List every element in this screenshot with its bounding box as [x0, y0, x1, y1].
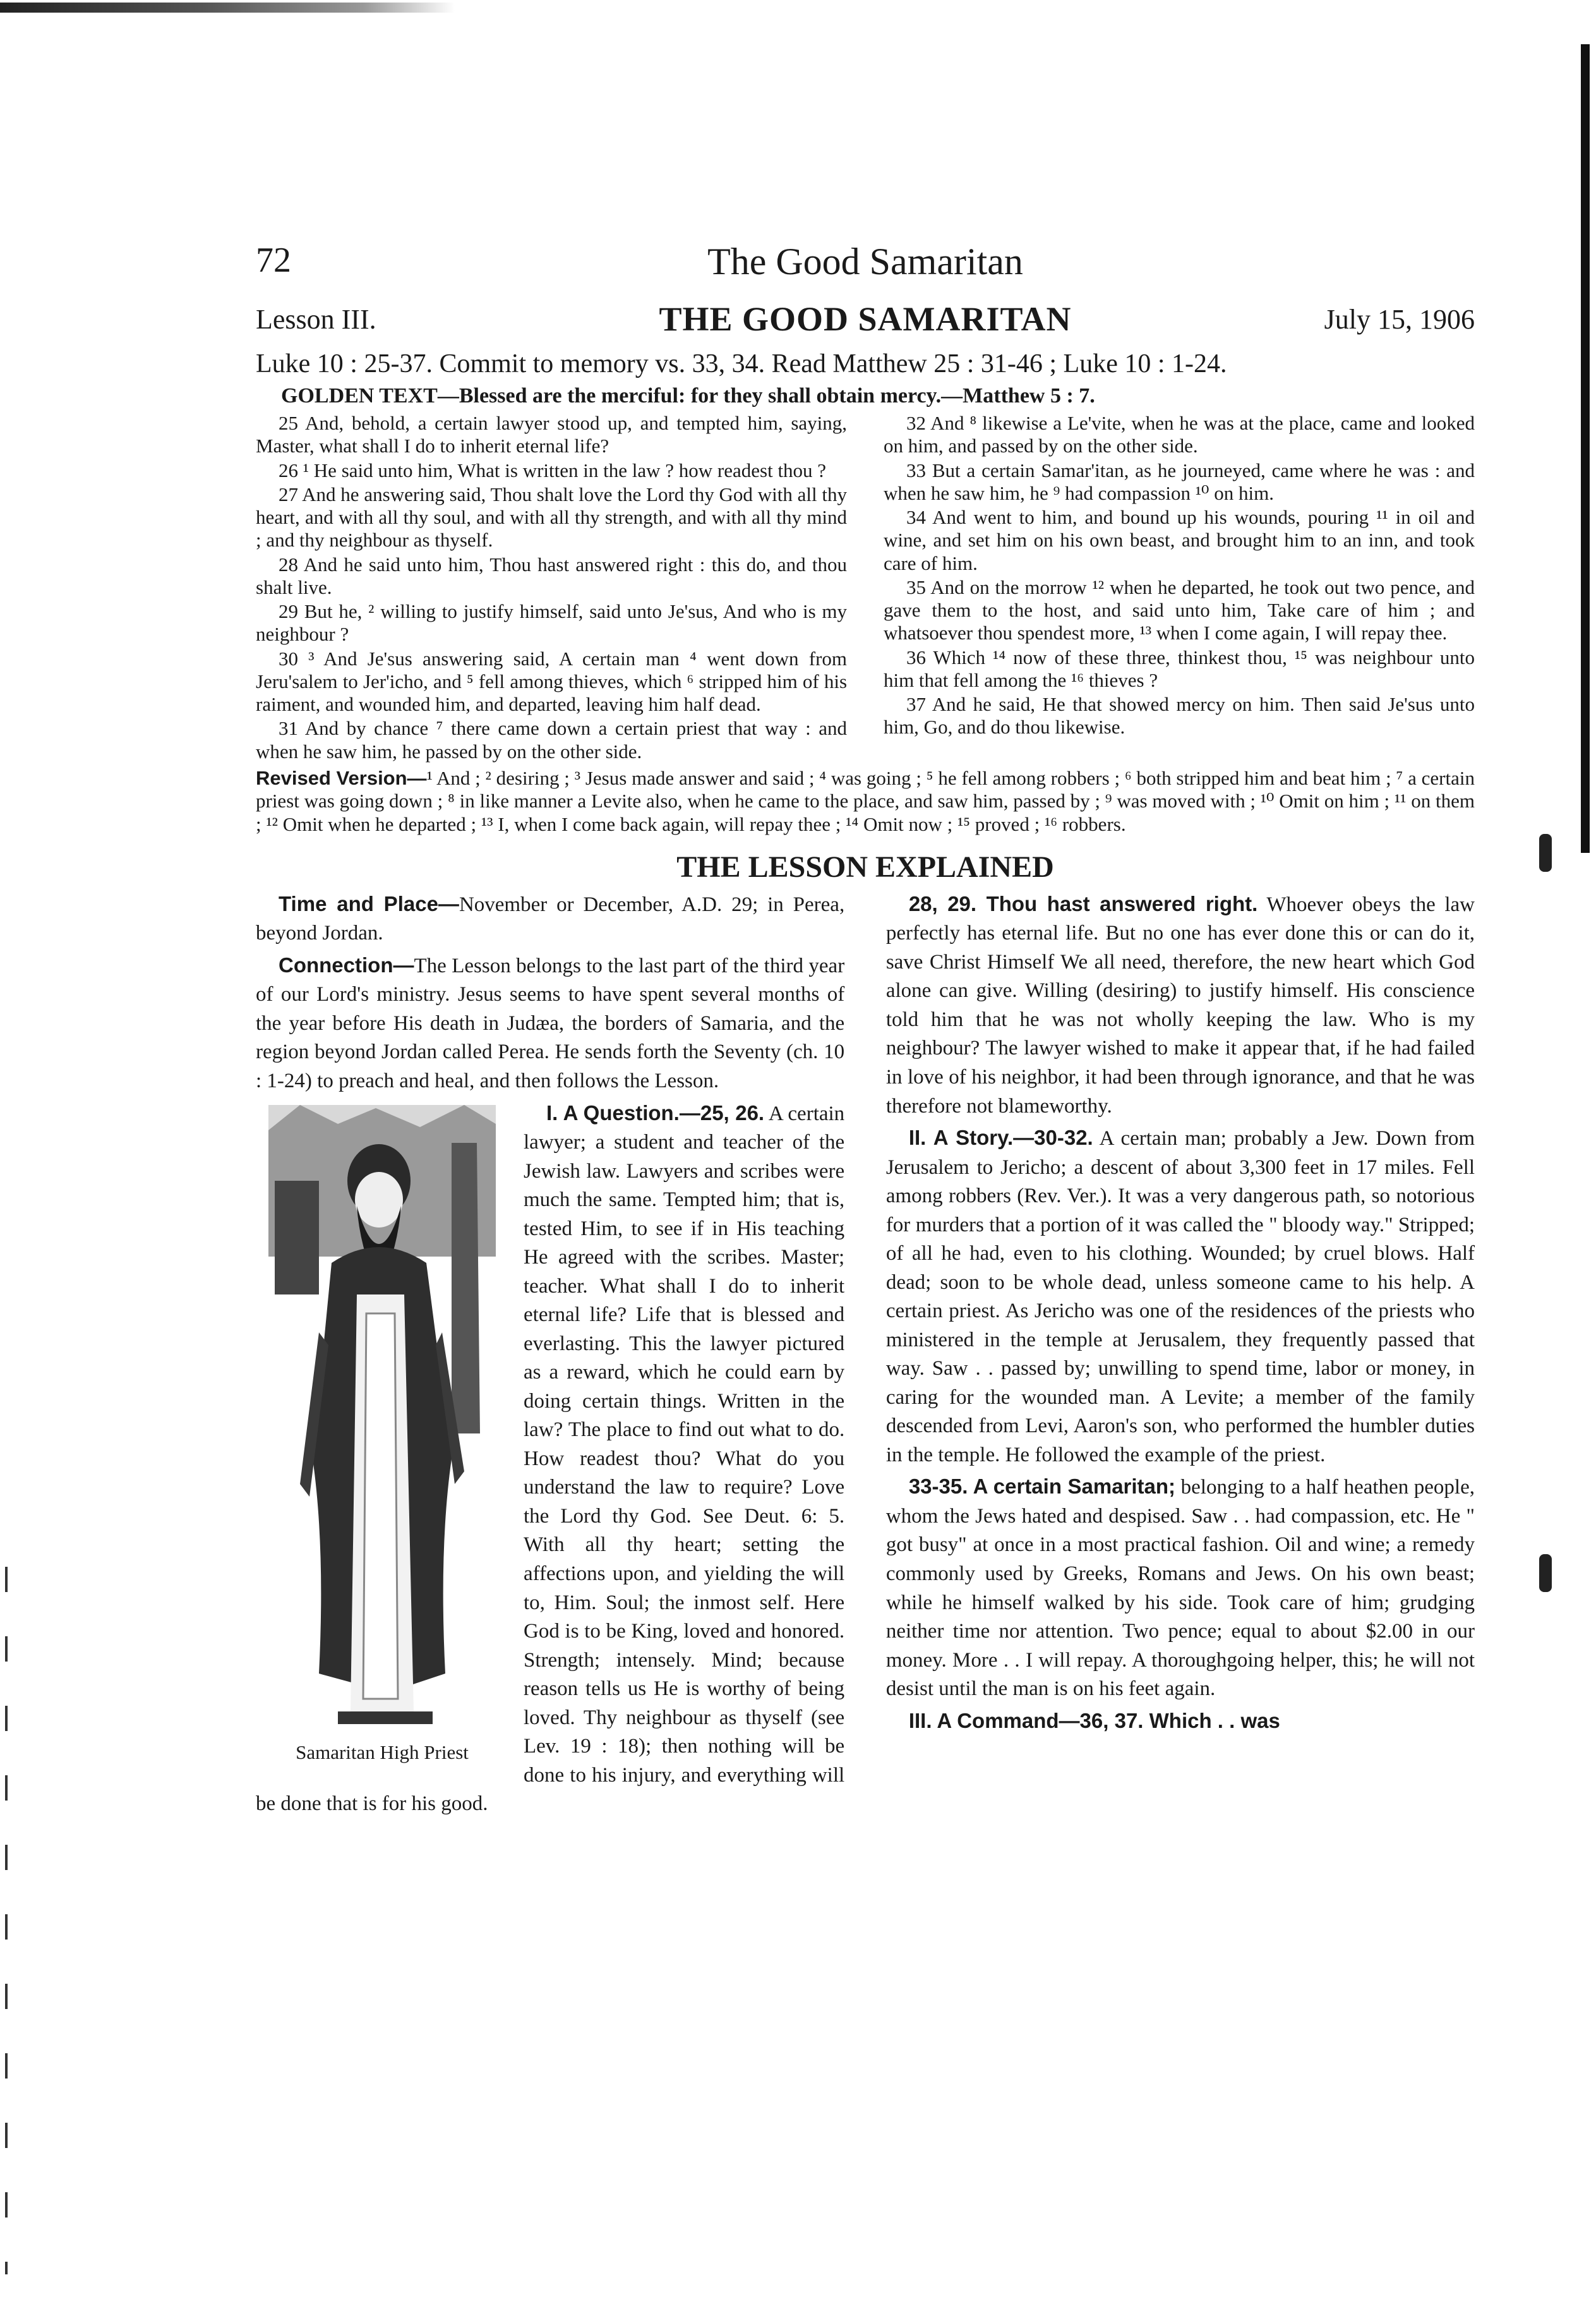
section-title: THE LESSON EXPLAINED: [676, 850, 1054, 884]
figure-caption: Samaritan High Priest: [296, 1741, 469, 1763]
running-head: [256, 234, 1475, 303]
verse: 32 And ⁸ likewise a Le'vite, when he was at the place, came and looked on him, and passed by on the other side.: [883, 412, 1475, 457]
explained-right-column: [886, 890, 1475, 1821]
lesson-date: July 15, 1906: [1324, 304, 1475, 335]
revised-version-label: Revised Version—: [256, 766, 427, 789]
paragraph-text: November or December, A.D. 29; in Perea, beyond Jordan.: [256, 893, 845, 945]
paragraph-lead: II. A Story.—30-32.: [908, 1126, 1093, 1150]
verses-left-column: [256, 412, 847, 764]
paragraph-text: A certain lawyer; a student and teacher of the Jewish law. Lawyers and scribes were much the same. Tempted him; that is, tested Him, to see if in His teaching He agreed with the scribes. Master; teacher. What shall I do to inherit eternal life? Life that is blessed and everlasting. This the lawyer pictured as a reward, which he could earn by doing certain things. Written in the law? The place to find out what to do. How readest thou? What do you understand the law to require? Love the Lord thy God. See Deut. 6: 5. With all thy heart; setting the affections upon, and yielding the will to, Him. Soul; the inmost self. Here God is to be King, loved and honored. Strength; intensely. Mind; because reason tells us He is worthy of being loved. Thy neighbour as thyself (see Lev. 19 : 18); then nothing will be done to his injury, and everything will be done that is for his good.: [256, 1102, 845, 1816]
verse: 36 Which ¹⁴ now of these three, thinkest thou, ¹⁵ was neighbour unto him that fell among the ¹⁶ thieves ?: [883, 646, 1475, 691]
paragraph: [886, 1706, 1475, 1737]
margin-ticks: [5, 1567, 8, 2274]
paragraph: [886, 1123, 1475, 1469]
paragraph-text: A certain man; probably a Jew. Down from Jerusalem to Jericho; a descent of about 3,300 feet in 17 miles. Fell among robbers (Rev. Ver.). It was a very dangerous path, so notorious for murders that a portion of it was called the " bloody way." Stripped; of all he had, even to his clothing. Wounded; by cruel blows. Half dead; soon to be whole dead, unless someone came to his help. A certain priest. As Jericho was one of the residences of the priests who ministered in the temple at Jerusalem, they frequently passed that way. Saw . . passed by; unwilling to spend time, labor or money, in caring for the wounded man. A Levite; a member of the family descended from Levi, Aaron's son, who performed the humbler duties in the temple. He followed the example of the priest.: [885, 1127, 1475, 1466]
illustration-figure: [256, 1105, 508, 1763]
paragraph-text: Whoever obeys the law perfectly has eternal life. But no one has ever done this or can do it, save Christ Himself We all need, therefore, the new heart which God alone can give. Willing (desiring) to justify himself. His conscience told him that he was not wholly keeping the law. Who is my neighbour? The lawyer wished to make it appear that, if he had failed in love of his neighbor, it had been through ignorance, and that he was therefore not blameworthy.: [885, 893, 1475, 1118]
verse: 37 And he said, He that showed mercy on him. Then said Je'sus unto him, Go, and do thou likewise.: [883, 693, 1475, 739]
scripture-verses: [256, 412, 1475, 764]
scan-artifact-bar: [0, 3, 455, 13]
paragraph-lead: Connection—: [279, 953, 414, 977]
verse: 33 But a certain Samar'itan, as he journeyed, came where he was : and when he saw him, he ⁹ had compassion ¹⁰ on him.: [883, 459, 1475, 504]
golden-text: GOLDEN TEXT—Blessed are the merciful: for they shall obtain mercy.—Matthew 5 : 7.: [281, 384, 1095, 407]
lesson-title: THE GOOD SAMARITAN: [659, 300, 1072, 338]
verse: 31 And by chance ⁷ there came down a certain priest that way : and when he saw him, he passed by on the other side.: [256, 717, 848, 763]
verse: 30 ³ And Je'sus answering said, A certain man ⁴ went down from Jeru'salem to Jer'icho, and ⁵ fell among thieves, which ⁶ stripped him of his raiment, and wounded him, and departed, leaving him half dead.: [256, 647, 848, 716]
verses-right-column: [884, 412, 1475, 764]
paragraph-lead: Time and Place—: [279, 891, 459, 915]
paragraph-lead: 33-35. A certain Samaritan;: [908, 1475, 1176, 1499]
paragraph-lead: 28, 29. Thou hast answered right.: [908, 891, 1258, 915]
page-edge-shadow: [1581, 44, 1590, 853]
paragraph: [886, 1472, 1475, 1703]
verse: 27 And he answering said, Thou shalt love the Lord thy God with all thy heart, and with all thy soul, and with all thy strength, and with all thy mind ; and thy neighbour as thyself.: [256, 483, 848, 552]
page: [256, 234, 1475, 1821]
lesson-explained: [256, 890, 1475, 1821]
revised-version-notes: [256, 767, 1475, 836]
paragraph-text: The Lesson belongs to the last part of the third year of our Lord's ministry. Jesus seems to have spent several months of the year before His death in Judæa, the borders of Samaria, and the region beyond Jordan called Perea. He sends forth the Seventy (ch. 10 : 1-24) to preach and heal, and then follows the Lesson.: [256, 954, 845, 1092]
lesson-number: Lesson III.: [256, 304, 376, 335]
paragraph-lead: III. A Command—36, 37. Which . . was: [908, 1708, 1280, 1732]
paragraph-lead: I. A Question.—25, 26.: [546, 1101, 765, 1125]
lesson-heading: [256, 300, 1475, 347]
revised-version-text: ¹ And ; ² desiring ; ³ Jesus made answer and said ; ⁴ was going ; ⁵ he fell among robbers ; ⁶ both stripped him and beat him ; ⁷ a certain priest was going down ; ⁸ in like manner a Levite also, when he came to the place, and saw him, passed by ; ⁹ was moved with ; ¹⁰ Omit on him ; ¹¹ on them ; ¹² Omit when he departed ; ¹³ I, when I come back again, will repay thee ; ¹⁴ Omit now ; ¹⁵ proved ; ¹⁶ robbers.: [256, 766, 1475, 835]
edge-mark: [1539, 834, 1552, 872]
verse: 34 And went to him, and bound up his wounds, pouring ¹¹ in oil and wine, and set him on his own beast, and brought him to an inn, and took care of him.: [883, 506, 1475, 574]
verse: 28 And he said unto him, Thou hast answered right : this do, and thou shalt live.: [256, 553, 848, 598]
paragraph-text: belonging to a half heathen people, whom the Jews hated and despised. Saw . . had compassion, etc. He " got busy" at once in a most practical fashion. Oil and wine; a remedy commonly used by Greeks, Romans and Jews. On his own beast; while he himself walked by his side. Took care of him; grudging neither time nor attention. Two pence; equal to about $2.00 in our money. More . . I will repay. A thoroughgoing helper, this; he will not desist until the man is on his feet again.: [885, 1476, 1475, 1701]
paragraph: [886, 890, 1475, 1121]
edge-mark: [1539, 1554, 1552, 1592]
scripture-references: Luke 10 : 25-37. Commit to memory vs. 33, 34. Read Matthew 25 : 31-46 ; Luke 10 : 1-24.: [256, 349, 1227, 378]
verse: 29 But he, ² willing to justify himself, said unto Je'sus, And who is my neighbour ?: [256, 600, 848, 646]
running-title: The Good Samaritan: [707, 241, 1023, 282]
samaritan-high-priest-illustration: [262, 1105, 502, 1737]
page-number: 72: [256, 241, 291, 280]
verse: 26 ¹ He said unto him, What is written in the law ? how readest thou ?: [279, 459, 827, 481]
verse: 35 And on the morrow ¹² when he departed, he took out two pence, and gave them to the host, and said unto him, Take care of him ; and whatsoever thou spendest more, ¹³ when I come again, I will repay thee.: [883, 576, 1475, 644]
paragraph: [256, 951, 844, 1096]
explained-left-column: [256, 890, 844, 1821]
verse: 25 And, behold, a certain lawyer stood up, and tempted him, saying, Master, what shall I do to inherit eternal life?: [256, 412, 848, 457]
paragraph: [256, 890, 844, 948]
